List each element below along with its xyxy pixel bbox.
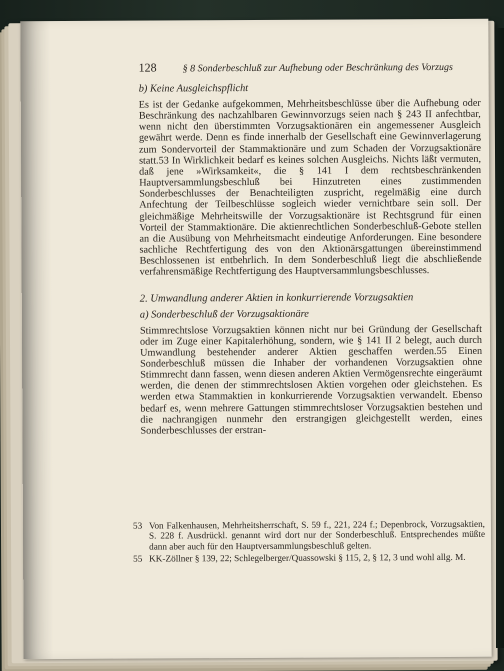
running-head: § 8 Sonderbeschluß zur Aufhebung oder Beschränkung des Vorzugs	[182, 61, 453, 75]
footnote-number: 53	[132, 520, 143, 531]
page-number: 128	[138, 60, 157, 75]
section-heading-b: b) Keine Ausgleichspflicht	[138, 83, 249, 95]
paragraph-a: Stimmrechtslose Vorzugsaktien können nicht nur bei Gründung der Gesellschaft oder im Zuge einer Kapitalerhöhung, sondern, wie § 141 II 2 belegt, auch durch Umwandlung bestehender anderer Aktien geschaffen werden.55 Einen Sonderbeschluß müssen die Inhaber der vorhandenen Vorzugsaktien ohne Stimmrecht dann fassen, wenn diesen anderen Aktien Vermögensrechte eingeräumt werden, die denen der stimmrechtslosen Aktien vorgehen oder gleichstehen. Es werden etwa Stammaktien in konkurrierende Vorzugsaktien verwandelt. Ebenso bedarf es, wenn mehrere Gattungen stimmrechtsloser Vorzugsaktien bestehen und die nachrangigen nunmehr den erstrangigen gleichgestellt werden, eines Sonderbeschlusses der erstran-	[139, 323, 483, 437]
spine-shadow	[20, 21, 53, 659]
section-title-2: 2. Umwandlung anderer Aktien in konkurrierende Vorzugsaktien	[139, 291, 414, 305]
footnote-text: KK-Zöllner § 139, 22; Schlegelberger/Quassowski § 115, 2, § 12, 3 und wohl allg. M.	[149, 552, 466, 564]
book-page	[20, 19, 491, 659]
running-header	[139, 59, 489, 76]
footnote-53	[133, 519, 485, 552]
footnotes	[133, 519, 485, 566]
page-body	[139, 81, 483, 437]
footnote-text: Von Falkenhausen, Mehrheitsherrschaft, S. 59 f., 221, 224 f.; Depenbrock, Vorzugsaktien, S. 228 f. Ausdrückl. genannt wird dort nur der Sonderbeschluß. Entsprechendes müßte dann aber auch für den Hauptversammlungsbeschluß gelten.	[148, 518, 486, 552]
subheading-a: a) Sonderbeschluß der Vorzugsaktionäre	[139, 308, 309, 321]
footnote-number: 55	[133, 553, 143, 564]
book-edge	[496, 28, 504, 648]
footnote-55	[133, 552, 485, 564]
paragraph-b: Es ist der Gedanke aufgekommen, Mehrheitsbeschlüsse über die Aufhebung oder Beschränkung des nachzahlbaren Gewinnvorzugs seien nach § 243 II anfechtbar, wenn nicht den überstimmten Vorzugsaktionären ein angemessener Ausgleich gewährt werde. Denn es finde innerhalb der Gesellschaft eine Gewinnverlagerung zum Sondervorteil der Stammaktionäre und zum Schaden der Vorzugsaktionäre statt.53 In Wirklichkeit bedarf es keines solchen Ausgleichs. Nichts läßt vermuten, daß jene »Wirksamkeit«, die § 141 I dem rechtsbeschränkenden Hauptversammlungsbeschluß bei Hinzutreten eines zustimmenden Sonderbeschlusses der Benachteiligten zuspricht, regelmäßig eine durch Anfechtung der Teilbeschlüsse sogleich wieder vernichtbare sein soll. Der gleichmäßige Mehrheitswille der Vorzugsaktionäre ist Rechtsgrund für einen Vorteil der Stammaktionäre. Die aktienrechtlichen Sonderbeschluß-Gebote stellen an die Ausübung von Mehrheitsmacht eindeutige Anforderungen. Eine besondere sachliche Rechtfertigung des von den Aktionärsgattungen übereinstimmend Beschlossenen ist entbehrlich. In dem Sonderbeschluß liegt die abschließende verfahrensmäßige Rechtfertigung des Hauptversammlungsbeschlusses.	[138, 97, 482, 278]
